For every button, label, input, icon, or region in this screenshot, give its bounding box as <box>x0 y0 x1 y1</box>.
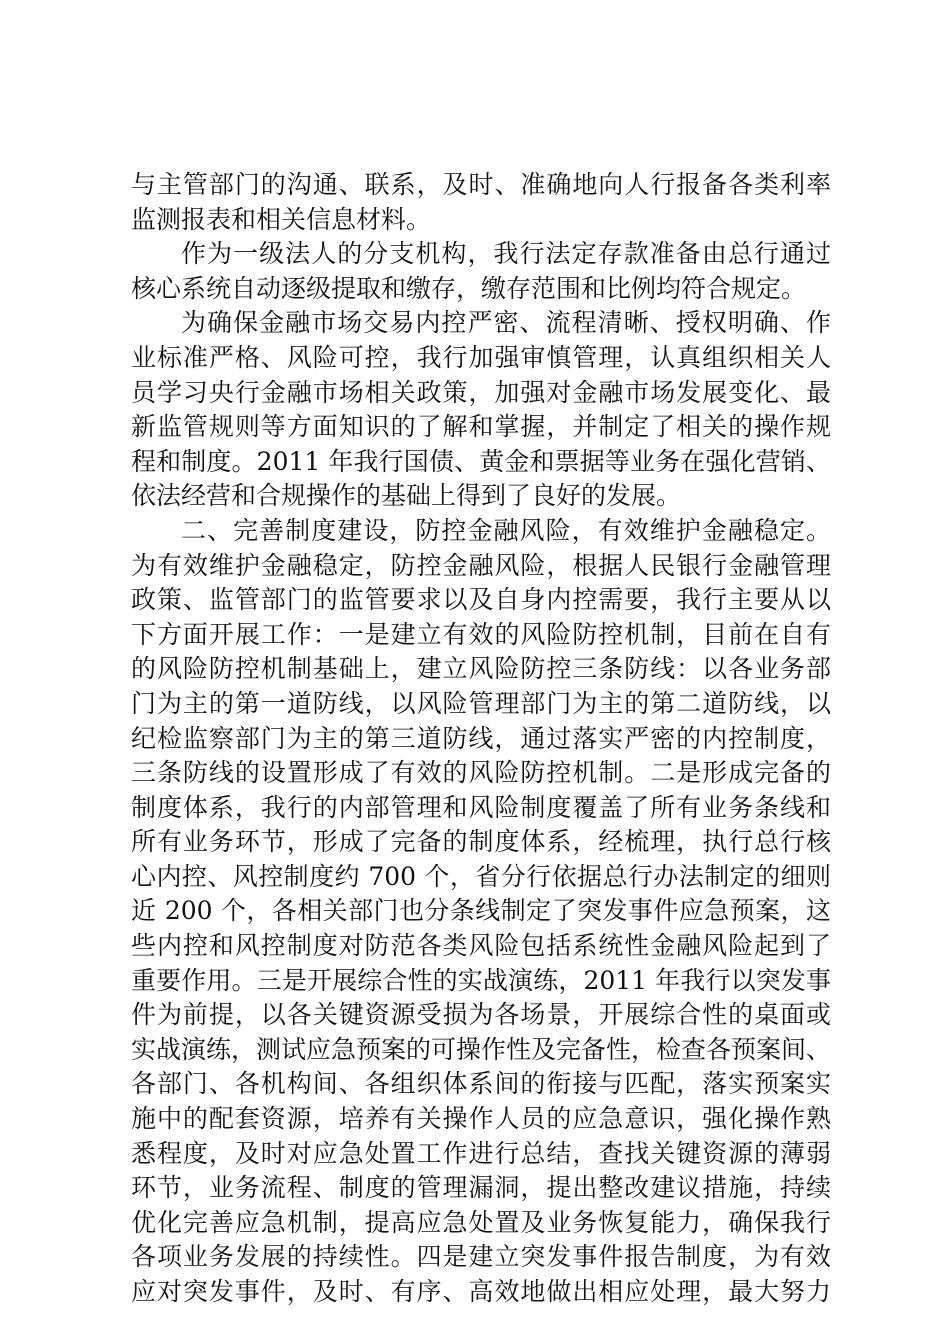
text-line: 为有效维护金融稳定，防控金融风险，根据人民银行金融管理 <box>131 550 831 580</box>
text-line: 新监管规则等方面知识的了解和掌握，并制定了相关的操作规 <box>131 412 831 442</box>
text-line: 近 200 个，各相关部门也分条线制定了突发事件应急预案，这 <box>131 896 831 926</box>
text-line: 制度体系，我行的内部管理和风险制度覆盖了所有业务条线和 <box>131 792 831 822</box>
text-line: 三条防线的设置形成了有效的风险防控机制。二是形成完备的 <box>131 758 831 788</box>
text-line: 二、完善制度建设，防控金融风险，有效维护金融稳定。 <box>181 515 831 545</box>
text-line: 作为一级法人的分支机构，我行法定存款准备由总行通过 <box>181 239 831 269</box>
text-line: 政策、监管部门的监管要求以及自身内控需要，我行主要从以 <box>131 585 831 615</box>
text-line: 各部门、各机构间、各组织体系间的衔接与匹配，落实预案实 <box>131 1069 831 1099</box>
text-line: 的风险防控机制基础上，建立风险防控三条防线：以各业务部 <box>131 654 831 684</box>
text-line: 依法经营和合规操作的基础上得到了良好的发展。 <box>131 481 682 511</box>
text-line: 监测报表和相关信息材料。 <box>131 204 432 234</box>
text-line: 些内控和风控制度对防范各类风险包括系统性金融风险起到了 <box>131 931 831 961</box>
text-line: 为确保金融市场交易内控严密、流程清晰、授权明确、作 <box>181 308 831 338</box>
text-line: 核心系统自动逐级提取和缴存，缴存范围和比例均符合规定。 <box>131 273 807 303</box>
text-line: 施中的配套资源，培养有关操作人员的应急意识，强化操作熟 <box>131 1104 831 1134</box>
text-line: 各项业务发展的持续性。四是建立突发事件报告制度，为有效 <box>131 1242 831 1272</box>
text-line: 纪检监察部门为主的第三道防线，通过落实严密的内控制度， <box>131 723 831 753</box>
text-line: 下方面开展工作：一是建立有效的风险防控机制，目前在自有 <box>131 619 831 649</box>
text-line: 心内控、风控制度约 700 个，省分行依据总行办法制定的细则 <box>131 861 831 891</box>
text-line: 重要作用。三是开展综合性的实战演练，2011 年我行以突发事 <box>131 965 831 995</box>
text-line: 件为前提，以各关键资源受损为各场景，开展综合性的桌面或 <box>131 1000 831 1030</box>
text-line: 优化完善应急机制，提高应急处置及业务恢复能力，确保我行 <box>131 1207 831 1237</box>
text-line: 员学习央行金融市场相关政策，加强对金融市场发展变化、最 <box>131 377 831 407</box>
text-line: 环节，业务流程、制度的管理漏洞，提出整改建议措施，持续 <box>131 1173 831 1203</box>
text-line: 应对突发事件，及时、有序、高效地做出相应处理，最大努力 <box>131 1277 831 1306</box>
text-line: 实战演练，测试应急预案的可操作性及完备性，检查各预案间、 <box>131 1034 832 1064</box>
text-line: 门为主的第一道防线，以风险管理部门为主的第二道防线，以 <box>131 688 831 718</box>
text-line: 程和制度。2011 年我行国债、黄金和票据等业务在强化营销、 <box>131 446 831 476</box>
body-text <box>131 168 831 1310</box>
text-line: 所有业务环节，形成了完备的制度体系，经梳理，执行总行核 <box>131 827 831 857</box>
text-line: 与主管部门的沟通、联系，及时、准确地向人行报备各类利率 <box>131 170 831 199</box>
text-line: 悉程度，及时对应急处置工作进行总结，查找关键资源的薄弱 <box>131 1138 831 1168</box>
text-line: 业标准严格、风险可控，我行加强审慎管理，认真组织相关人 <box>131 342 831 372</box>
